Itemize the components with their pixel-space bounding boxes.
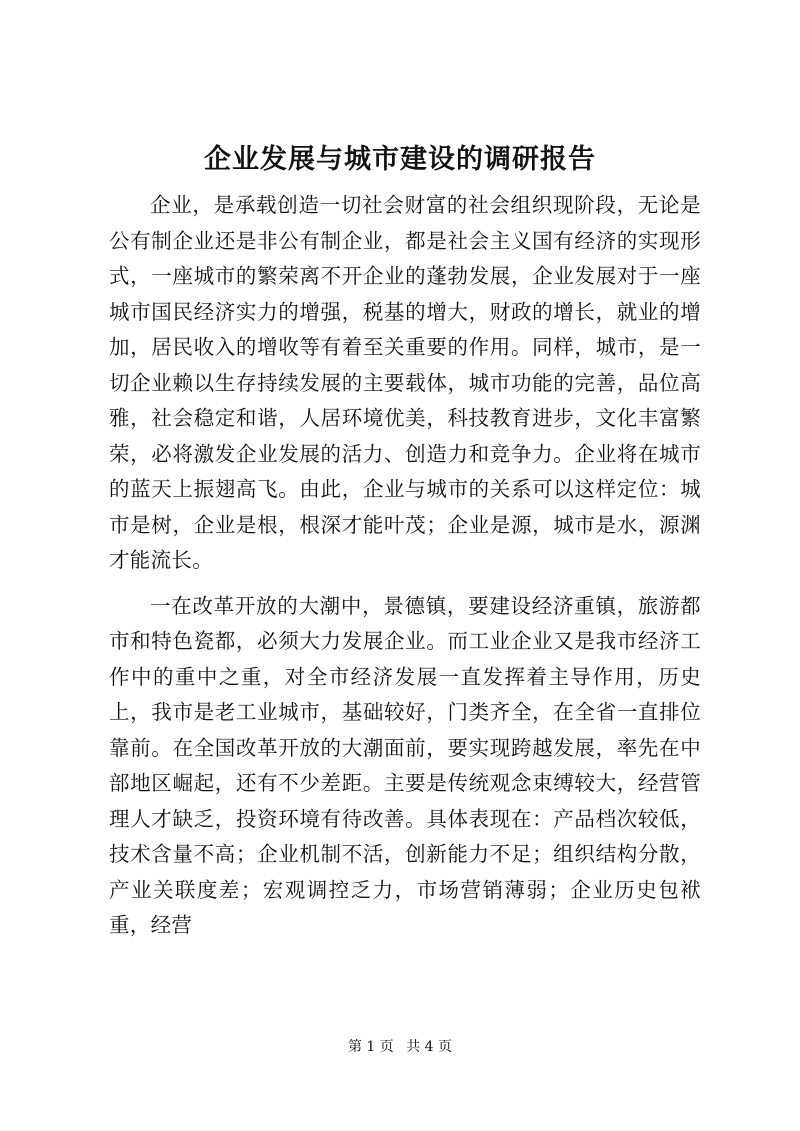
page-number: 第 1 页 [347, 1039, 394, 1055]
paragraph-2: 一在改革开放的大潮中，景德镇，要建设经济重镇，旅游都市和特色瓷都，必须大力发展企业。而工业企业又是我市经济工作中的重中之重，对全市经济发展一直发挥着主导作用，历史上，我市是老工业城市，基础较好，门类齐全，在全省一直排位靠前。在全国改革开放的大潮面前，要实现跨越发展，率先在中部地区崛起，还有不少差距。主要是传统观念束缚较大，经营管理人才缺乏，投资环境有待改善。具体表现在：产品档次较低，技术含量不高；企业机制不活，创新能力不足；组织结构分散，产业关联度差；宏观调控乏力，市场营销薄弱；企业历史包袱重，经营 [109, 593, 701, 937]
document-title: 企业发展与城市建设的调研报告 [204, 144, 596, 175]
page-total: 共 4 页 [406, 1039, 453, 1055]
page-footer [0, 1037, 800, 1057]
document-body [109, 188, 701, 944]
paragraph-1: 企业，是承载创造一切社会财富的社会组织现阶段，无论是公有制企业还是非公有制企业，都是社会主义国有经济的实现形式，一座城市的繁荣离不开企业的蓬勃发展，企业发展对于一座城市国民经济实力的增强，税基的增大，财政的增长，就业的增加，居民收入的增收等有着至关重要的作用。同样，城市，是一切企业赖以生存持续发展的主要载体，城市功能的完善，品位高雅，社会稳定和谐，人居环境优美，科技教育进步，文化丰富繁荣，必将激发企业发展的活力、创造力和竞争力。企业将在城市的蓝天上振翅高飞。由此，企业与城市的关系可以这样定位：城市是树，企业是根，根深才能叶茂；企业是源，城市是水，源渊才能流长。 [109, 193, 701, 572]
